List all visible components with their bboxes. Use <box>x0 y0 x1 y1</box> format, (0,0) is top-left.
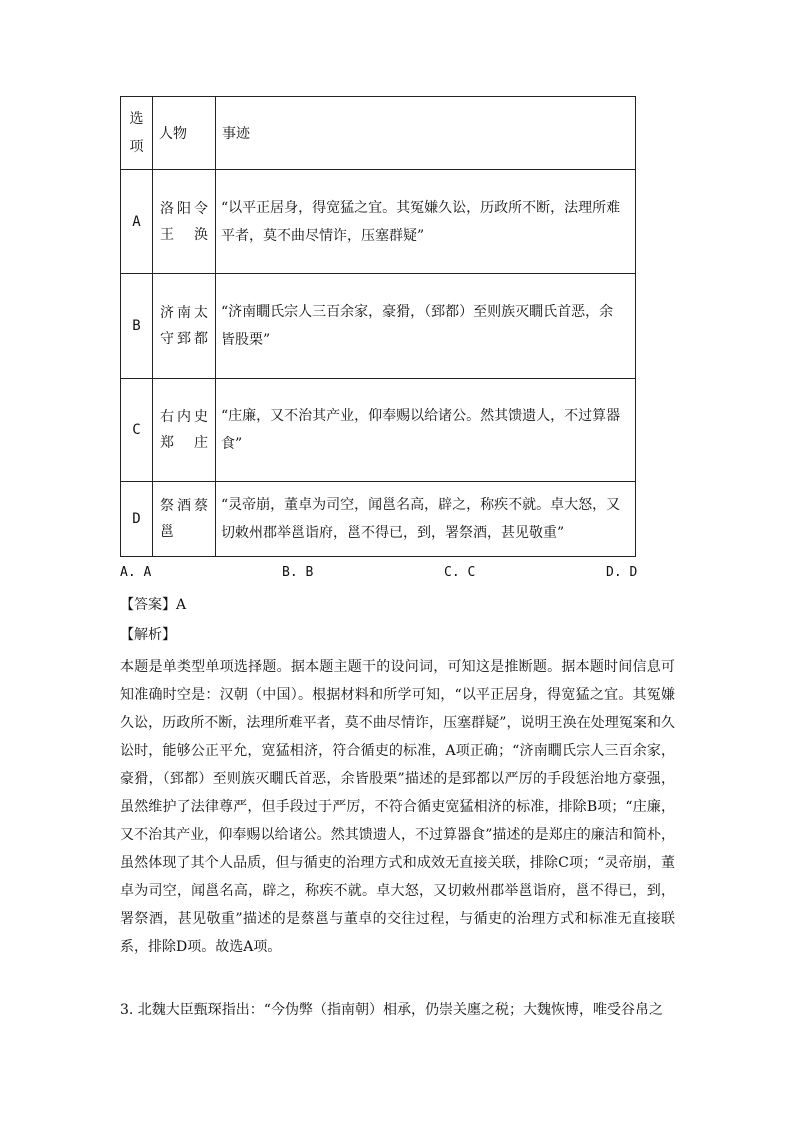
header-person: 人物 <box>153 97 216 170</box>
row-option: C <box>121 379 153 482</box>
next-question: 3. 北魏大臣甄琛指出：“今伪弊（指南朝）相承，仍崇关廛之税；大魏恢博，唯受谷帛之 <box>120 1002 663 1018</box>
choice-a: A. A <box>120 565 152 580</box>
table-row <box>121 170 636 274</box>
row-person: 济南太守郅都 <box>153 274 216 379</box>
header-option: 选项 <box>129 111 144 155</box>
row-option: D <box>121 482 153 557</box>
row-deeds: “济南瞯氏宗人三百余家，豪猾，（郅都）至则族灭瞯氏首恶，余皆股栗” <box>216 274 636 379</box>
analysis-label: 【解析】 <box>120 627 176 643</box>
row-person: 右内史郑庄 <box>153 379 216 482</box>
answer-line: 【答案】A <box>120 597 187 613</box>
table-header-row <box>121 97 636 170</box>
row-deeds: “庄廉，又不治其产业，仰奉赐以给诸公。然其馈遗人，不过算器食” <box>216 379 636 482</box>
row-person: 洛阳令王涣 <box>153 170 216 274</box>
row-deeds: “以平正居身，得宽猛之宜。其冤嫌久讼，历政所不断，法理所难平者，莫不曲尽情诈，压塞群疑” <box>216 170 636 274</box>
header-deeds: 事迹 <box>216 97 636 170</box>
row-person: 祭酒蔡邕 <box>153 482 216 557</box>
answer-choices <box>120 563 640 583</box>
table-row <box>121 482 636 557</box>
choice-b: B. B <box>282 565 314 580</box>
choice-c: C. C <box>444 565 476 580</box>
table-row <box>121 379 636 482</box>
options-table <box>120 96 636 557</box>
row-option: B <box>121 274 153 379</box>
table-row <box>121 274 636 379</box>
choice-d: D. D <box>606 565 638 580</box>
header-option-cell <box>121 97 153 170</box>
analysis-text: 本题是单类型单项选择题。据本题主题干的设问词，可知这是推断题。据本题时间信息可知准确时空是：汉朝（中国）。根据材料和所学可知，“以平正居身，得宽猛之宜。其冤嫌久讼，历政所不断，法理所难平者，莫不曲尽情诈，压塞群疑”，说明王涣在处理冤案和久讼时，能够公正平允，宽猛相济，符合循吏的标准，A项正确；“济南瞯氏宗人三百余家，豪猾，（郅都）至则族灭瞯氏首恶，余皆股栗”描述的是郅都以严厉的手段惩治地方豪强，虽然维护了法律尊严，但手段过于严厉，不符合循吏宽猛相济的标准，排除B项；“庄廉，又不治其产业，仰奉赐以给诸公。然其馈遗人，不过算器食”描述的是郑庄的廉洁和简朴，虽然体现了其个人品质，但与循吏的治理方式和成效无直接关联，排除C项；“灵帝崩，董卓为司空，闻邕名高，辟之，称疾不就。卓大怒，又切敕州郡举邕诣府，邕不得已，到，署祭酒，甚见敬重”描述的是蔡邕与董卓的交往过程，与循吏的治理方式和标准无直接联系，排除D项。故选A项。 <box>120 659 675 955</box>
row-option: A <box>121 170 153 274</box>
row-deeds: “灵帝崩，董卓为司空，闻邕名高，辟之，称疾不就。卓大怒，又切敕州郡举邕诣府，邕不得已，到，署祭酒，甚见敬重” <box>216 482 636 557</box>
